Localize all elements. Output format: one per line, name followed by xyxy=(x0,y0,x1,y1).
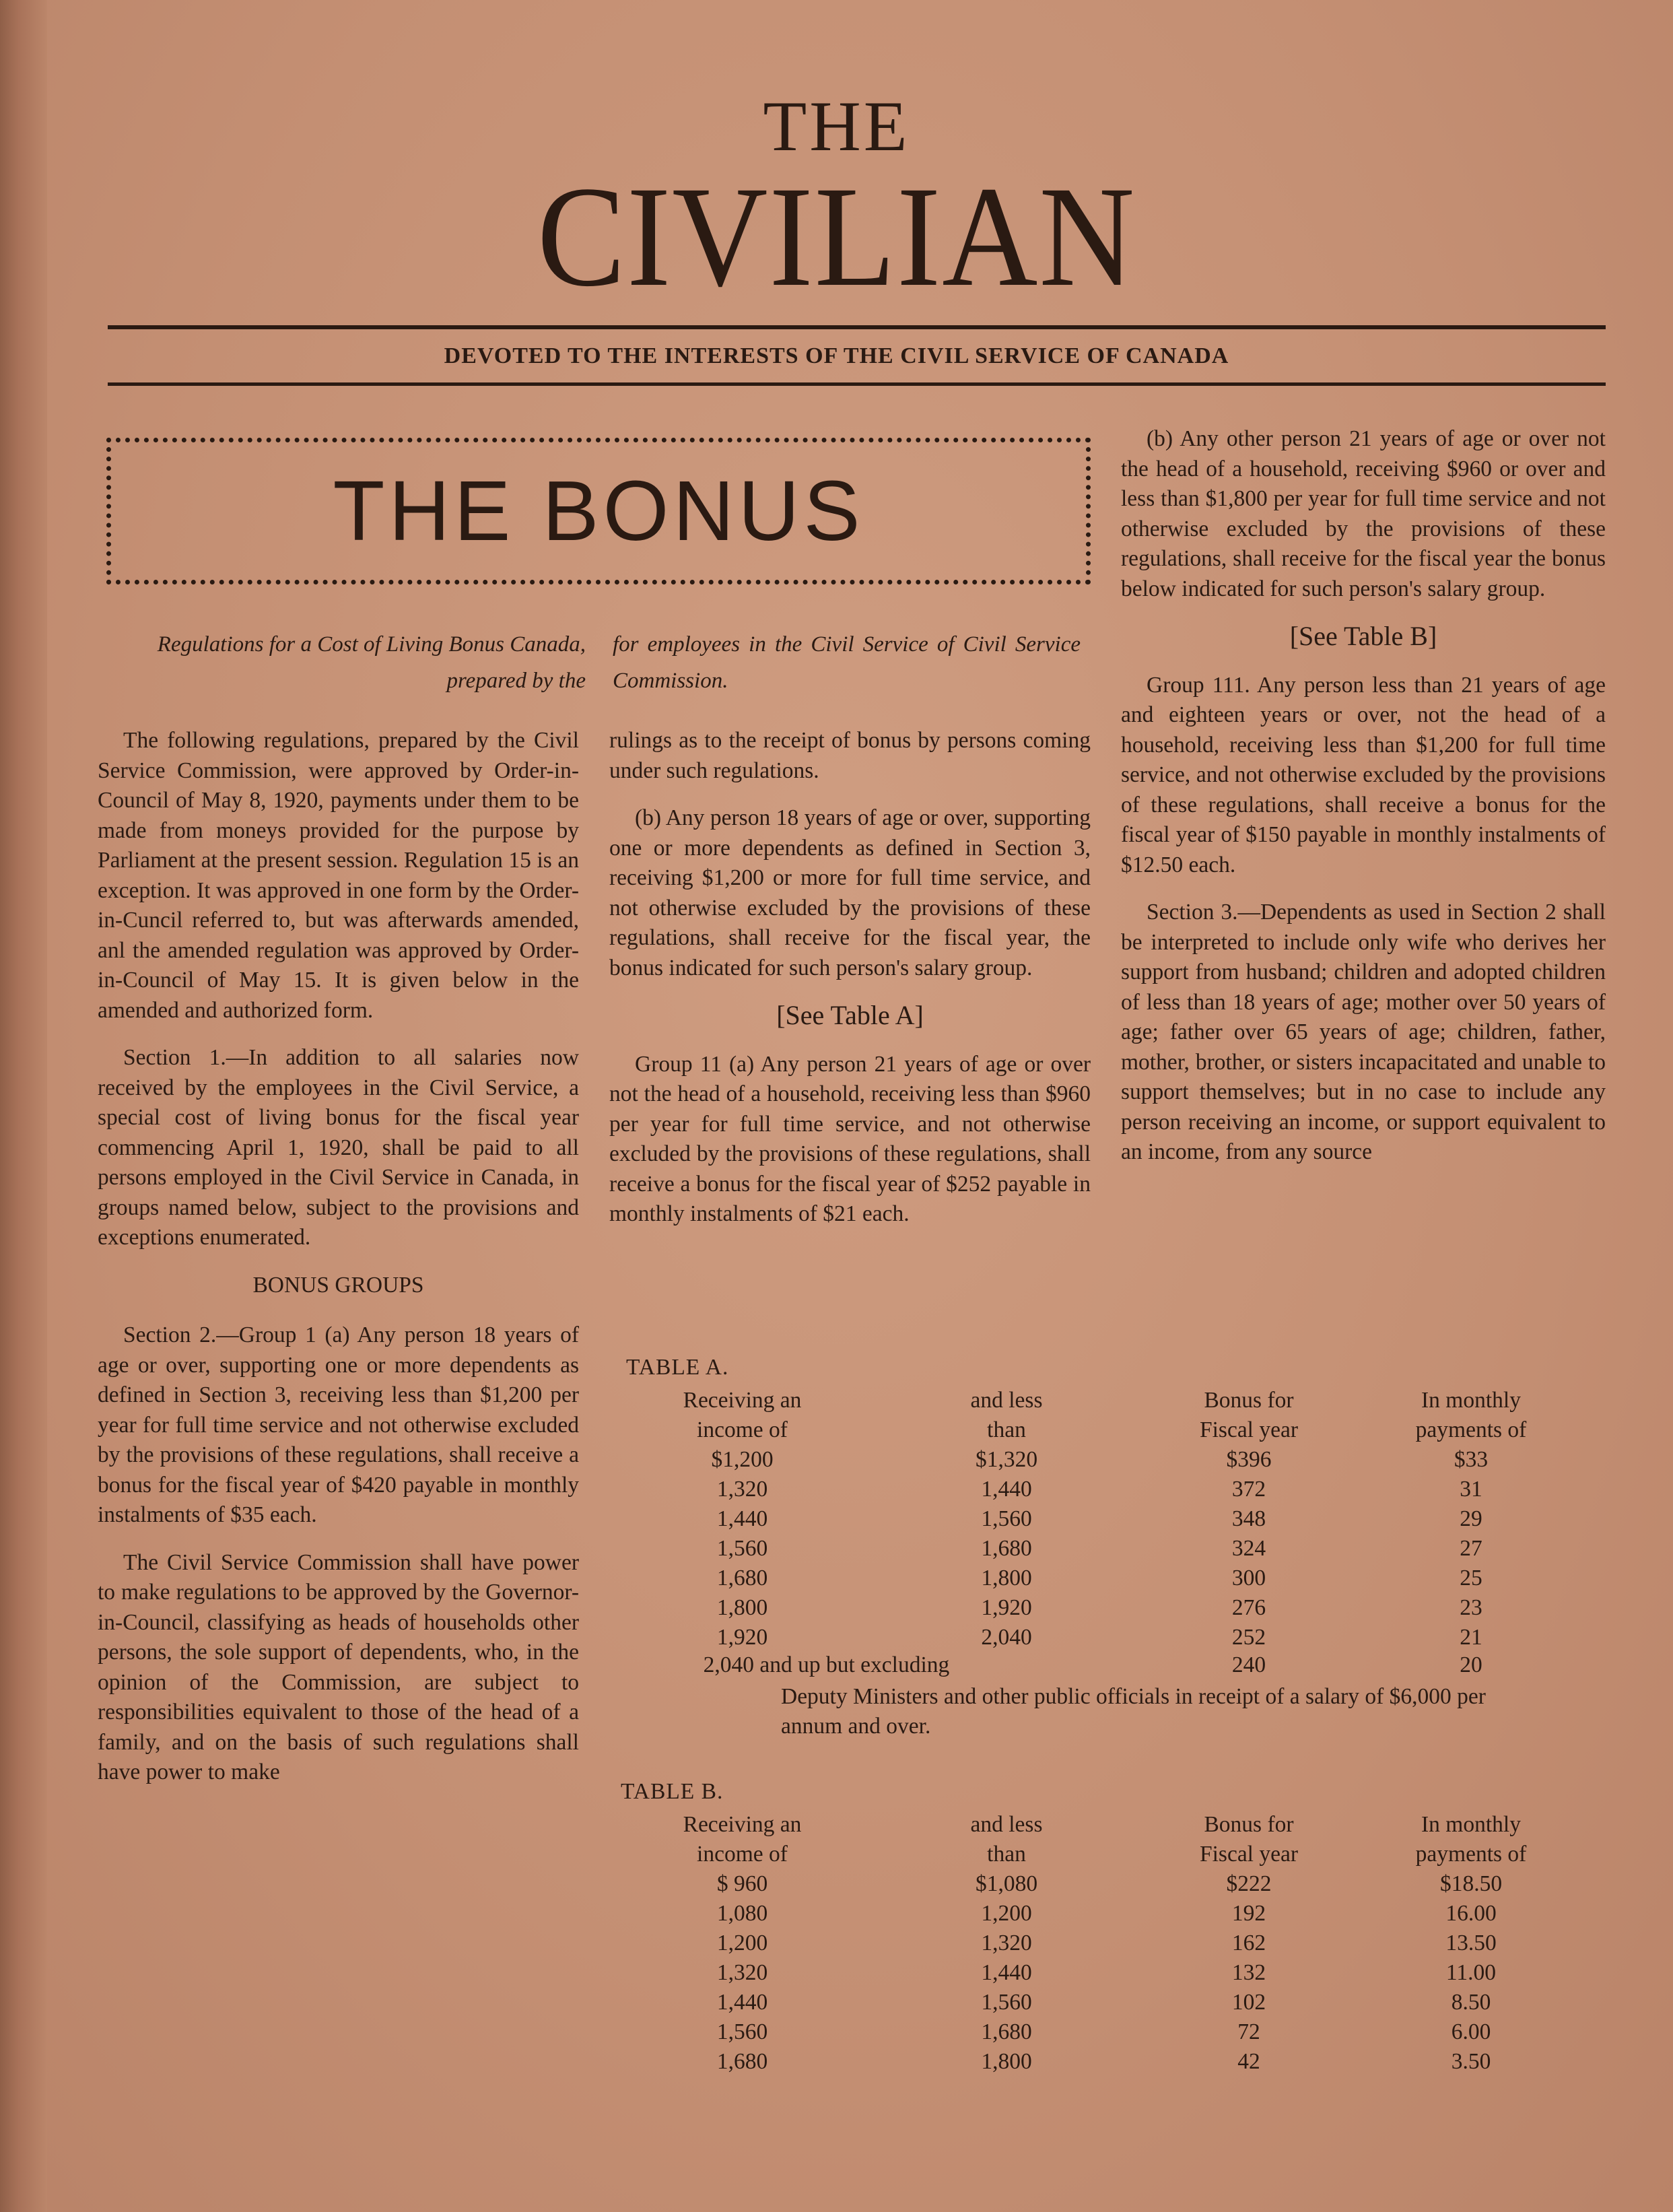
table-cell: $1,200 xyxy=(711,1447,774,1472)
table-header: Bonus for xyxy=(1204,1812,1294,1837)
article-title-box xyxy=(106,438,1091,584)
table-cell: 2,040 xyxy=(703,1652,754,1677)
table-header: payments of xyxy=(1415,1417,1527,1442)
table-cell: 20 xyxy=(1460,1652,1482,1677)
table-a-note: Deputy Ministers and other public officials in receipt of a salary of $6,000 per annum and over. xyxy=(781,1684,1486,1739)
article-column-2 xyxy=(609,726,1091,1247)
table-cell: $33 xyxy=(1454,1447,1489,1472)
table-cell: 1,080 xyxy=(716,1901,768,1926)
table-a-column-less-than xyxy=(929,1386,1084,1652)
masthead-title: CIVILIAN xyxy=(537,157,1136,316)
article-title: THE BONUS xyxy=(333,463,864,558)
masthead-rule-bottom xyxy=(108,382,1606,386)
table-cell: $396 xyxy=(1226,1447,1272,1472)
table-cell: 1,800 xyxy=(716,1595,768,1620)
table-header: payments of xyxy=(1415,1842,1527,1867)
section-heading: BONUS GROUPS xyxy=(252,1272,424,1298)
table-cell: 348 xyxy=(1231,1506,1266,1531)
table-cell: $18.50 xyxy=(1439,1871,1503,1896)
table-cell: 8.50 xyxy=(1451,1990,1491,2015)
table-cell: 102 xyxy=(1231,1990,1266,2015)
table-cell: 1,680 xyxy=(981,2019,1032,2044)
table-b-column-income xyxy=(667,1810,818,2077)
table-b-column-bonus xyxy=(1171,1810,1326,2077)
table-cell: 31 xyxy=(1460,1477,1482,1502)
table-cell: 27 xyxy=(1460,1536,1482,1561)
table-cell: 1,440 xyxy=(716,1506,768,1531)
paragraph: (b) Any other person 21 years of age or over not the head of a household, receiving $960 or over and less than $1,800 per year for full time service and not otherwise excluded by the provisions of these regulations, shall receive for the fiscal year the bonus below indicated for such person's salary group. xyxy=(1121,426,1606,601)
article-subhead-right: for employees in the Civil Service of Civil Service Commission. xyxy=(613,632,1081,693)
table-reference: [See Table A] xyxy=(776,1000,924,1030)
article-column-1 xyxy=(98,726,579,1805)
table-cell: 1,320 xyxy=(716,1477,768,1502)
table-a-column-monthly xyxy=(1387,1386,1555,1652)
paragraph: rulings as to the receipt of bonus by persons coming under such regulations. xyxy=(609,728,1091,783)
table-cell: 300 xyxy=(1231,1566,1266,1590)
table-cell: 1,560 xyxy=(981,1990,1032,2015)
table-b-column-monthly xyxy=(1387,1810,1555,2077)
page-binding-edge xyxy=(0,0,47,2212)
table-reference: [See Table B] xyxy=(1289,621,1437,651)
table-cell: 162 xyxy=(1231,1931,1266,1955)
paragraph: Section 3.—Dependents as used in Section 2 shall be interpreted to include only wife who derives her support from husband; children and adopted children of less than 18 years of age; mother over 50 years of age; father over 65 years of age; children, father, mother, brother, or sisters incapacitated and unable to support themselves; but in no case to include any person receiving an income, or support equivalent to an income, from any source xyxy=(1121,900,1606,1164)
table-cell: 1,680 xyxy=(716,2049,768,2074)
article-column-3 xyxy=(1121,424,1606,1185)
table-cell: 3.50 xyxy=(1451,2049,1491,2074)
table-cell: 1,680 xyxy=(716,1566,768,1590)
table-cell: 1,200 xyxy=(981,1901,1032,1926)
table-cell: 42 xyxy=(1237,2049,1260,2074)
table-cell: $1,320 xyxy=(975,1447,1038,1472)
table-cell: 1,440 xyxy=(716,1990,768,2015)
table-header: Fiscal year xyxy=(1199,1842,1299,1867)
table-cell: 13.50 xyxy=(1445,1931,1497,1955)
table-header: In monthly xyxy=(1421,1388,1521,1413)
table-header: and less xyxy=(970,1388,1043,1413)
table-header: than xyxy=(987,1842,1026,1867)
table-header: and less xyxy=(970,1812,1043,1837)
table-cell: 324 xyxy=(1231,1536,1266,1561)
table-cell: 16.00 xyxy=(1445,1901,1497,1926)
table-cell: $1,080 xyxy=(975,1871,1038,1896)
table-header: Receiving an xyxy=(683,1812,802,1837)
paragraph: (b) Any person 18 years of age or over, supporting one or more dependents as defined in Section 3, receiving $1,200 or more for full time service, and not otherwise excluded by the provisions of these regulations, shall receive for the fiscal year, the bonus indicated for such person's salary group. xyxy=(609,805,1091,980)
table-cell: 192 xyxy=(1231,1901,1266,1926)
paragraph: Section 1.—In addition to all salaries now received by the employees in the Civil Service, a special cost of living bonus for the fiscal year commencing April 1, 1920, shall be paid to all persons employed in the Civil Service in Canada, in groups named below, subject to the provisions and exceptions enumerated. xyxy=(98,1045,579,1250)
table-cell: 1,560 xyxy=(981,1506,1032,1531)
table-cell: 1,920 xyxy=(716,1625,768,1650)
table-cell: 1,680 xyxy=(981,1536,1032,1561)
masthead-the: THE xyxy=(763,87,910,166)
table-a-last-row xyxy=(700,1652,949,1678)
table-cell: 1,440 xyxy=(981,1477,1032,1502)
masthead-tagline: DEVOTED TO THE INTERESTS OF THE CIVIL SERVICE OF CANADA xyxy=(444,343,1229,368)
table-header: Bonus for xyxy=(1204,1388,1294,1413)
table-cell: 252 xyxy=(1231,1625,1266,1650)
table-header: Receiving an xyxy=(683,1388,802,1413)
table-b-column-less-than xyxy=(929,1810,1084,2077)
table-cell: 72 xyxy=(1237,2019,1260,2044)
table-cell: 276 xyxy=(1231,1595,1266,1620)
paragraph: The following regulations, prepared by the Civil Service Commission, were approved by Order-in-Council of May 8, 1920, payments under them to be made from moneys provided for the purpose by Parliament at the present session. Regulation 15 is an exception. It was approved in one form by the Order-in-Cuncil referred to, but was afterwards amended, anl the amended regulation was approved by Order-in-Council of May 15. It is given below in the amended and authorized form. xyxy=(98,728,579,1023)
table-cell: 1,800 xyxy=(981,1566,1032,1590)
table-header: In monthly xyxy=(1421,1812,1521,1837)
paragraph: Group 11 (a) Any person 21 years of age or over not the head of a household, receiving less than $960 per year for full time service, and not otherwise excluded by the provisions of these regulations, shall receive a bonus for the fiscal year of $252 payable in monthly instalments of $21 each. xyxy=(609,1051,1091,1226)
table-cell: 21 xyxy=(1460,1625,1482,1650)
table-a-column-income xyxy=(667,1386,818,1652)
table-cell: 1,920 xyxy=(981,1595,1032,1620)
paragraph: Group 111. Any person less than 21 years of age and eighteen years or over, not the head of a household, receiving less than $1,200 for full time service, and not otherwise excluded by the provisions of these regulations, shall receive a bonus for the fiscal year of $150 payable in monthly instalments of $12.50 each. xyxy=(1121,672,1606,877)
table-cell: 1,440 xyxy=(981,1960,1032,1985)
table-header: Fiscal year xyxy=(1199,1417,1299,1442)
table-cell: 240 xyxy=(1231,1652,1266,1677)
table-cell: 1,200 xyxy=(716,1931,768,1955)
masthead-rule-top xyxy=(108,325,1606,329)
table-cell: and up but excluding xyxy=(759,1652,950,1677)
table-a-label: TABLE A. xyxy=(626,1355,729,1380)
paragraph: Section 2.—Group 1 (a) Any person 18 years of age or over, supporting one or more dependents as defined in Section 3, receiving less than $1,200 per year for full time service and not otherwise excluded by the provisions of these regulations, shall receive a bonus for the fiscal year of $420 payable in monthly instalments of $35 each. xyxy=(98,1322,579,1527)
table-cell: 1,560 xyxy=(716,1536,768,1561)
table-header: income of xyxy=(697,1417,788,1442)
table-cell: 1,320 xyxy=(981,1931,1032,1955)
table-header: income of xyxy=(697,1842,788,1867)
table-cell: 132 xyxy=(1231,1960,1266,1985)
table-cell: $ 960 xyxy=(716,1871,768,1896)
table-cell: 11.00 xyxy=(1445,1960,1497,1985)
table-header: than xyxy=(987,1417,1026,1442)
paragraph: The Civil Service Commission shall have power to make regulations to be approved by the Governor-in-Council, classifying as heads of households other persons, the sole support of dependents, who, in the opinion of the Commission, are subject to responsibilities equivalent to those of the head of a family, and on the basis of such regulations shall have power to make xyxy=(98,1549,579,1784)
table-cell: 6.00 xyxy=(1451,2019,1491,2044)
table-cell: 2,040 xyxy=(981,1625,1032,1650)
table-b-label: TABLE B. xyxy=(621,1779,724,1804)
table-cell: $222 xyxy=(1226,1871,1272,1896)
article-subhead-left: Regulations for a Cost of Living Bonus Canada, prepared by the xyxy=(157,632,586,693)
table-cell: 1,320 xyxy=(716,1960,768,1985)
table-cell: 23 xyxy=(1460,1595,1482,1620)
table-a-column-bonus xyxy=(1171,1386,1326,1652)
table-cell: 1,560 xyxy=(716,2019,768,2044)
table-cell: 1,800 xyxy=(981,2049,1032,2074)
table-cell: 25 xyxy=(1460,1566,1482,1590)
table-cell: 29 xyxy=(1460,1506,1482,1531)
table-cell: 372 xyxy=(1231,1477,1266,1502)
